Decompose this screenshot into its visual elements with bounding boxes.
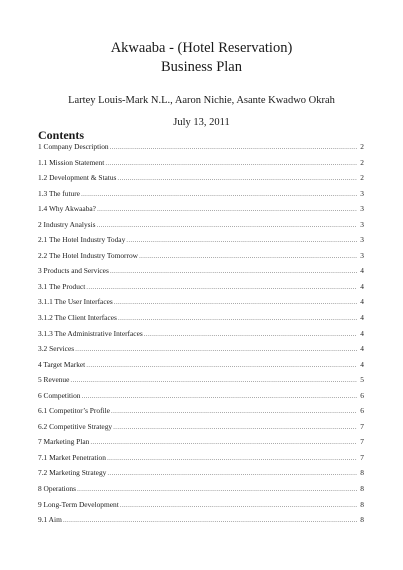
toc-entry-label: 9 Long-Term Development (38, 499, 119, 509)
toc-dot-leader (120, 499, 357, 510)
toc-entry-label: 3 Products and Services (38, 266, 109, 276)
toc-entry-label: 2 Industry Analysis (38, 219, 96, 229)
toc-entry-label: 6 Competition (38, 390, 81, 400)
toc-entry[interactable] (38, 172, 364, 188)
toc-entry[interactable] (38, 250, 364, 266)
toc-entry[interactable] (38, 203, 364, 219)
toc-entry[interactable] (38, 467, 364, 483)
toc-entry-label: 3.1 The Product (38, 281, 86, 291)
toc-entry-page: 3 (360, 219, 364, 229)
toc-dot-leader (111, 405, 357, 416)
toc-entry-label: 3.1.2 The Client Interfaces (38, 313, 117, 323)
toc-entry-page: 4 (360, 359, 364, 369)
toc-dot-leader (113, 421, 357, 432)
toc-entry-label: 8 Operations (38, 484, 76, 494)
toc-entry-label: 1 Company Description (38, 142, 109, 151)
toc-entry-label: 2.2 The Hotel Industry Tomorrow (38, 250, 138, 260)
toc-dot-leader (82, 390, 358, 401)
toc-entry-page: 8 (360, 468, 364, 478)
toc-dot-leader (63, 514, 357, 525)
toc-entry-label: 7.2 Marketing Strategy (38, 468, 107, 478)
toc-entry-page: 5 (360, 375, 364, 385)
toc-entry-page: 2 (360, 142, 364, 151)
toc-entry-label: 6.2 Competitive Strategy (38, 421, 113, 431)
toc-dot-leader (117, 172, 357, 183)
toc-entry-label: 6.1 Competitor’s Profile (38, 406, 110, 416)
toc-entry-label: 1.2 Development & Status (38, 173, 117, 183)
toc-dot-leader (107, 467, 357, 478)
toc-entry-page: 7 (360, 437, 364, 447)
toc-entry[interactable] (38, 219, 364, 235)
toc-entry-label: 3.1.3 The Administrative Interfaces (38, 328, 143, 338)
toc-entry-label: 7.1 Market Penetration (38, 452, 106, 462)
toc-entry[interactable] (38, 405, 364, 421)
toc-entry-label: 1.1 Mission Statement (38, 157, 105, 167)
document-authors: Lartey Louis-Mark N.L., Aaron Nichie, Asante Kwadwo Okrah (68, 95, 335, 106)
toc-entry-page: 3 (360, 188, 364, 198)
toc-entry-page: 6 (360, 406, 364, 416)
toc-entry[interactable] (38, 296, 364, 312)
document-date: July 13, 2011 (173, 117, 230, 128)
toc-entry-page: 3 (360, 250, 364, 260)
toc-dot-leader (110, 265, 357, 276)
toc-entry[interactable] (38, 234, 364, 250)
toc-entry-page: 4 (360, 297, 364, 307)
toc-entry[interactable] (38, 452, 364, 468)
toc-dot-leader (105, 157, 357, 168)
toc-entry[interactable] (38, 281, 364, 297)
toc-entry-label: 1.4 Why Akwaaba? (38, 204, 96, 214)
toc-entry-page: 8 (360, 484, 364, 494)
toc-entry-page: 6 (360, 390, 364, 400)
toc-entry-page: 4 (360, 313, 364, 323)
table-of-contents (38, 141, 364, 530)
toc-entry-page: 7 (360, 452, 364, 462)
toc-entry[interactable] (38, 436, 364, 452)
toc-entry[interactable] (38, 374, 364, 390)
toc-entry-page: 4 (360, 344, 364, 354)
toc-entry-page: 3 (360, 235, 364, 245)
toc-dot-leader (144, 328, 357, 339)
toc-entry[interactable] (38, 265, 364, 281)
toc-entry-page: 4 (360, 328, 364, 338)
toc-entry-page: 2 (360, 157, 364, 167)
toc-entry-label: 7 Marketing Plan (38, 437, 90, 447)
toc-entry-page: 8 (360, 515, 364, 525)
toc-entry-page: 7 (360, 421, 364, 431)
toc-entry-page: 4 (360, 266, 364, 276)
toc-entry[interactable] (38, 312, 364, 328)
toc-dot-leader (86, 281, 357, 292)
toc-entry[interactable] (38, 483, 364, 499)
toc-dot-leader (114, 296, 357, 307)
toc-dot-leader (77, 483, 357, 494)
toc-entry[interactable] (38, 390, 364, 406)
toc-entry-page: 4 (360, 281, 364, 291)
toc-dot-leader (126, 234, 357, 245)
toc-entry-page: 8 (360, 499, 364, 509)
toc-dot-leader (107, 452, 357, 463)
toc-entry-label: 3.2 Services (38, 344, 75, 354)
document-title: Akwaaba - (Hotel Reservation) (110, 40, 293, 56)
toc-dot-leader (96, 219, 357, 230)
toc-entry-label: 2.1 The Hotel Industry Today (38, 235, 126, 245)
toc-dot-leader (110, 141, 357, 152)
toc-entry[interactable] (38, 328, 364, 344)
toc-dot-leader (97, 203, 357, 214)
toc-dot-leader (139, 250, 357, 261)
toc-entry-label: 1.3 The future (38, 188, 80, 198)
toc-entry[interactable] (38, 499, 364, 515)
toc-dot-leader (118, 312, 357, 323)
toc-entry-label: 9.1 Aim (38, 515, 62, 525)
toc-entry[interactable] (38, 421, 364, 437)
toc-dot-leader (90, 436, 357, 447)
toc-entry-page: 3 (360, 204, 364, 214)
toc-entry[interactable] (38, 157, 364, 173)
toc-entry-label: 4 Target Market (38, 359, 86, 369)
toc-entry[interactable] (38, 141, 364, 157)
toc-dot-leader (75, 343, 357, 354)
toc-entry-label: 3.1.1 The User Interfaces (38, 297, 113, 307)
toc-dot-leader (81, 188, 357, 199)
toc-entry[interactable] (38, 188, 364, 204)
toc-dot-leader (70, 374, 357, 385)
toc-dot-leader (86, 359, 357, 370)
toc-entry[interactable] (38, 514, 364, 530)
toc-entry[interactable] (38, 359, 364, 375)
toc-entry[interactable] (38, 343, 364, 359)
toc-entry-label: 5 Revenue (38, 375, 70, 385)
contents-heading: Contents (38, 128, 85, 142)
document-subtitle: Business Plan (161, 59, 242, 75)
toc-entry-page: 2 (360, 173, 364, 183)
